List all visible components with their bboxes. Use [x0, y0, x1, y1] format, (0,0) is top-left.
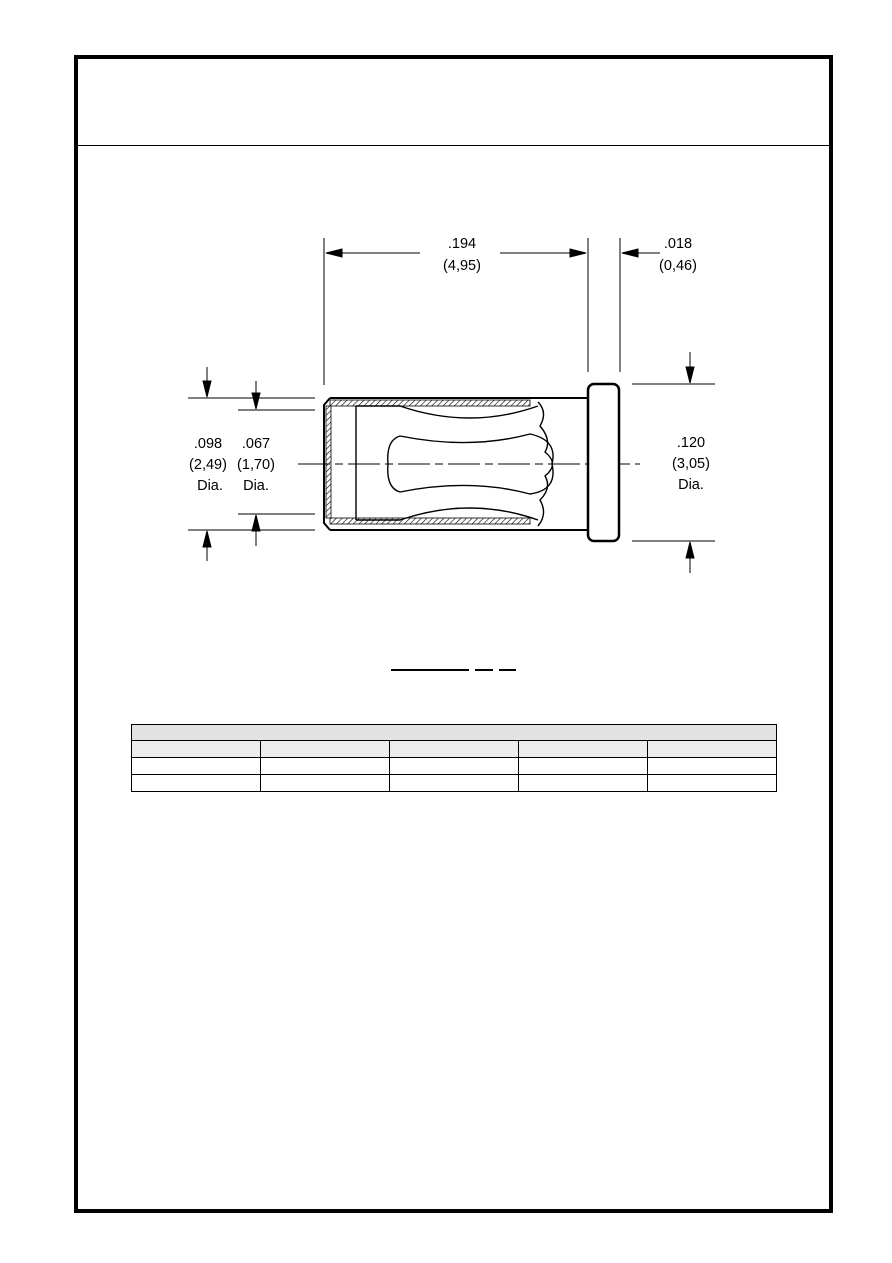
table-cell — [390, 775, 519, 792]
bore-diameter-suffix-label: Dia. — [243, 478, 269, 494]
flange — [588, 384, 619, 541]
table-cell — [648, 775, 777, 792]
extension-lines — [188, 238, 715, 541]
table-header-cell — [648, 741, 777, 758]
flange-thickness-mm-label: (0,46) — [659, 258, 697, 274]
top-wall-section — [330, 400, 530, 406]
table-header-cell — [261, 741, 390, 758]
table-header-cell — [390, 741, 519, 758]
table-title-row — [132, 725, 777, 741]
bore-diameter-mm-label: (1,70) — [237, 457, 275, 473]
table-row — [132, 775, 777, 792]
table-cell — [132, 758, 261, 775]
body-diameter-inch-label: .098 — [193, 436, 223, 452]
bottom-wall-section — [330, 518, 530, 524]
table-cell — [648, 758, 777, 775]
bore-diameter-inch-label: .067 — [241, 436, 271, 452]
dimension-line-flange-thickness — [622, 249, 660, 257]
flange-diameter-inch-label: .120 — [676, 435, 706, 451]
part-data-table — [131, 724, 777, 792]
left-wall-section — [326, 406, 331, 518]
flange-thickness-inch-label: .018 — [663, 236, 693, 252]
table-cell — [519, 758, 648, 775]
flange-diameter-suffix-label: Dia. — [678, 477, 704, 493]
flange-diameter-mm-label: (3,05) — [672, 456, 710, 472]
table-cell — [261, 775, 390, 792]
table-cell — [132, 775, 261, 792]
table-header-row — [132, 741, 777, 758]
body-diameter-suffix-label: Dia. — [197, 478, 223, 494]
table-header-cell — [132, 741, 261, 758]
table-header-cell — [519, 741, 648, 758]
length-inch-label: .194 — [447, 236, 477, 252]
table-cell — [261, 758, 390, 775]
body-diameter-mm-label: (2,49) — [189, 457, 227, 473]
table-cell — [390, 758, 519, 775]
table-title — [132, 725, 777, 741]
table-cell — [519, 775, 648, 792]
length-mm-label: (4,95) — [443, 258, 481, 274]
table-row — [132, 758, 777, 775]
